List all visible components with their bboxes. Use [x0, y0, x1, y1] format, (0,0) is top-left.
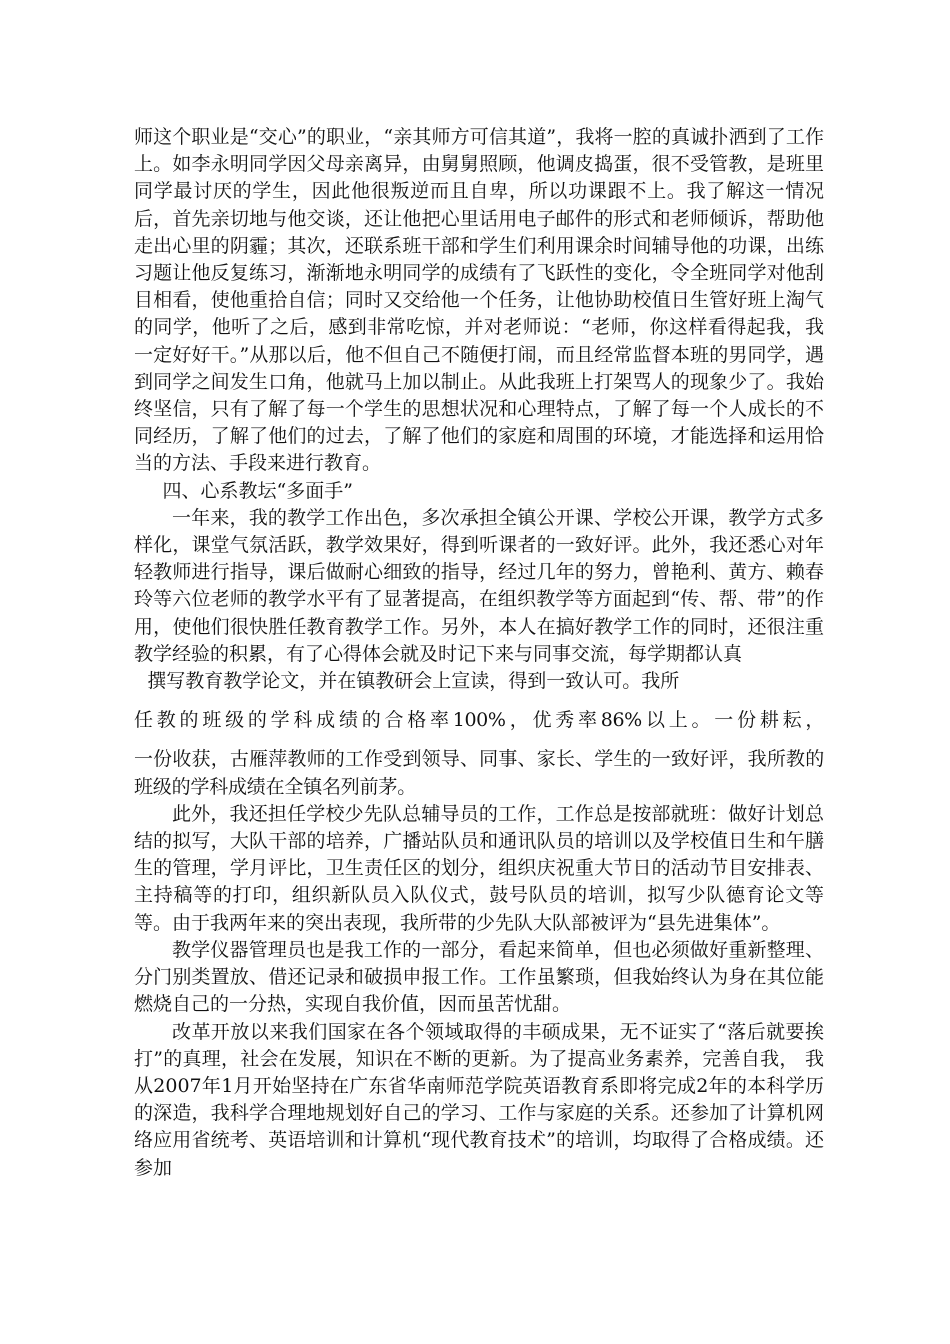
paragraph-recognition: 一份收获，古雁萍教师的工作受到领导、同事、家长、学生的一致好评，我所教的班级的学科成绩在全镇名列前茅。	[134, 748, 824, 798]
paragraph-young-pioneers: 此外，我还担任学校少先队总辅导员的工作，工作总是按部就班：做好计划总结的拟写，大队干部的培养，广播站队员和通讯队员的培训以及学校值日生和午膳生的管理，学月评比，卫生责任区的划分，组织庆祝重大节日的活动节目安排表、主持稿等的打印，组织新队员入队仪式，鼓号队员的培训，拟写少队德育论文等等。由于我两年来的突出表现，我所带的少先队大队部被评为“县先进集体”。	[134, 802, 824, 934]
paragraph-instrument-manager: 教学仪器管理员也是我工作的一部分，看起来简单，但也必须做好重新整理、分门别类置放、借还记录和破损申报工作。工作虽繁琐，但我始终认为身在其位能燃烧自己的一分热，实现自我价值，因而虽苦忧甜。	[134, 938, 824, 1016]
paragraph-thesis-line: 撰写教育教学论文，并在镇教研会上宣读，得到一致认可。我所	[147, 670, 680, 693]
paragraph-teaching-work: 一年来，我的教学工作出色，多次承担全镇公开课、学校公开课，教学方式多样化，课堂气氛活跃，教学效果好，得到听课者的一致好评。此外，我还悉心对年轻教师进行指导，课后做耐心细致的指导，经过几年的努力，曾艳利、黄方、赖春玲等六位老师的教学水平有了显著提高，在组织教学等方面起到“传、帮、带”的作用，使他们很快胜任教育教学工作。另外，本人在搞好教学工作的同时，还很注重教学经验的积累，有了心得体会就及时记下来与同事交流，每学期都认真	[134, 506, 824, 665]
section-heading-multi-role: 四、心系教坛“多面手”	[162, 479, 353, 502]
document-body	[134, 124, 824, 1182]
paragraph-pass-rate-line: 任教的班级的学科成绩的合格率100%，优秀率86%以上。一份耕耘，	[134, 709, 824, 732]
paragraph-self-improvement: 改革开放以来我们国家在各个领域取得的丰硕成果，无不证实了“落后就要挨打”的真理，社会在发展，知识在不断的更新。为了提高业务素养，完善自我， 我从2007年1月开始坚持在广东省华南师范学院英语教育系即将完成2年的本科学历的深造，我科学合理地规划好自己的学习、工作与家庭的关系。还参加了计算机网络应用省统考、英语培训和计算机“现代教育技术”的培训，均取得了合格成绩。还参加	[134, 1020, 824, 1179]
paragraph-student-care: 师这个职业是“交心”的职业，“亲其师方可信其道”，我将一腔的真诚扑洒到了工作上。如李永明同学因父母亲离异，由舅舅照顾，他调皮捣蛋，很不受管教，是班里同学最讨厌的学生，因此他很叛逆而且自卑，所以功课跟不上。我了解这一情况后，首先亲切地与他交谈，还让他把心里话用电子邮件的形式和老师倾诉，帮助他走出心里的阴霾；其次，还联系班干部和学生们利用课余时间辅导他的功课，出练习题让他反复练习，渐渐地永明同学的成绩有了飞跃性的变化，令全班同学对他刮目相看，使他重拾自信；同时又交给他一个任务，让他协助校值日生管好班上淘气的同学，他听了之后，感到非常吃惊，并对老师说：“老师，你这样看得起我，我一定好好干。”从那以后，他不但自己不随便打闹，而且经常监督本班的男同学，遇到同学之间发生口角，他就马上加以制止。从此我班上打架骂人的现象少了。我始终坚信，只有了解了每一个学生的思想状况和心理特点，了解了每一个人成长的不同经历，了解了他们的过去，了解了他们的家庭和周围的环境，才能选择和运用恰当的方法、手段来进行教育。	[134, 126, 824, 475]
